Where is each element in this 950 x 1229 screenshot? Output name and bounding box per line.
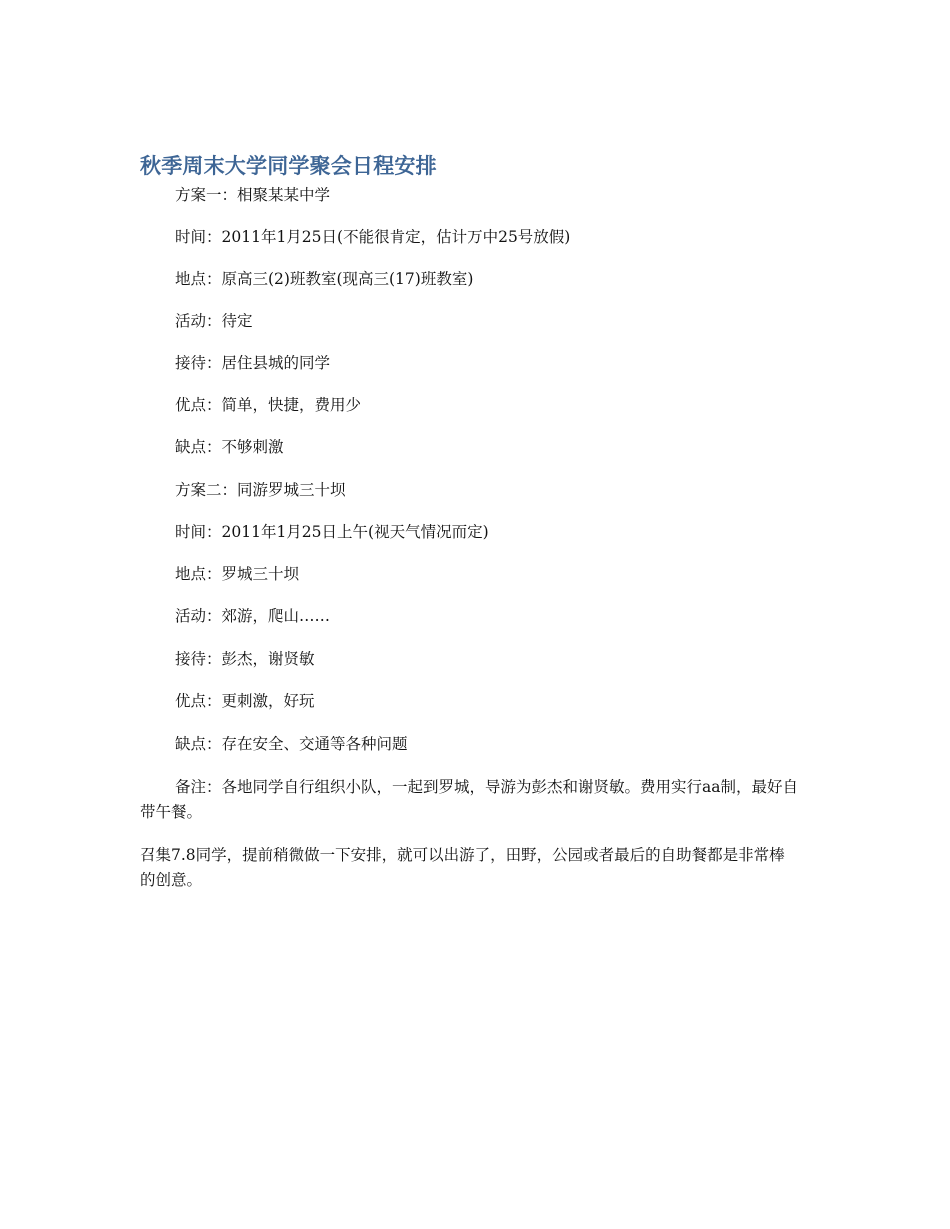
plan-one-activity: 活动：待定 [175, 312, 253, 330]
plan-two-time: 时间：2011年1月25日上午(视天气情况而定) [175, 523, 489, 541]
plan-one-heading: 方案一：相聚某某中学 [175, 186, 331, 204]
plan-two-heading: 方案二：同游罗城三十坝 [175, 481, 346, 499]
plan-two-location: 地点：罗城三十坝 [175, 565, 300, 583]
plan-one-time: 时间：2011年1月25日(不能很肯定，估计万中25号放假) [175, 228, 571, 246]
plan-one-pros: 优点：简单，快捷，费用少 [175, 396, 362, 414]
plan-two-host: 接待：彭杰，谢贤敏 [175, 650, 315, 668]
plan-one-location: 地点：原高三(2)班教室(现高三(17)班教室) [175, 270, 474, 288]
plan-two-cons: 缺点：存在安全、交通等各种问题 [175, 735, 408, 753]
plan-two-pros: 优点：更刺激，好玩 [175, 692, 315, 710]
plan-one-cons: 缺点：不够刺激 [175, 438, 284, 456]
closing-paragraph: 召集7.8同学，提前稍微做一下安排，就可以出游了，田野，公园或者最后的自助餐都是非常棒的创意。 [140, 846, 785, 889]
document-title: 秋季周末大学同学聚会日程安排 [140, 154, 437, 178]
plan-one-host: 接待：居住县城的同学 [175, 354, 331, 372]
note-paragraph: 备注：各地同学自行组织小队，一起到罗城，导游为彭杰和谢贤敏。费用实行aa制，最好自带午餐。 [140, 778, 798, 821]
plan-two-activity: 活动：郊游，爬山…… [175, 607, 331, 625]
